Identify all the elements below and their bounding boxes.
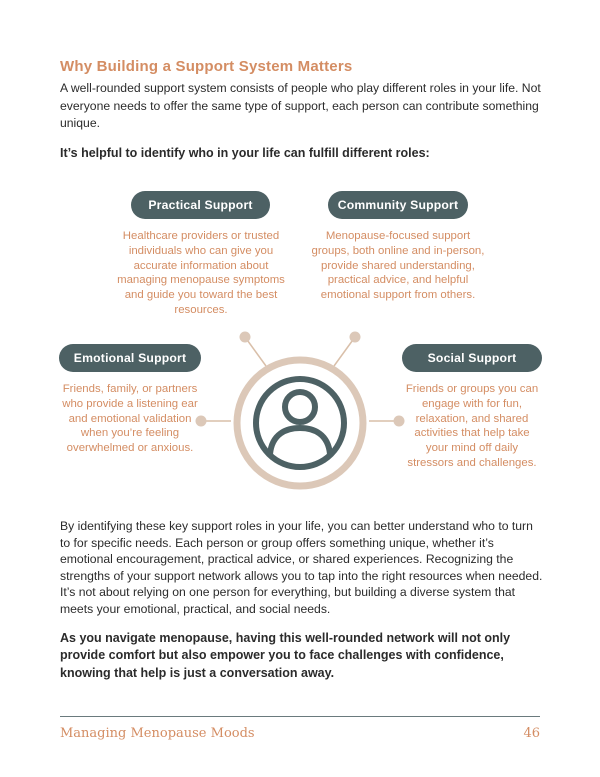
footer-title: Managing Menopause Moods xyxy=(60,726,255,741)
practical-support-description: Healthcare providers or trusted individuals who can give you accurate information about managing menopause symptoms and guide you toward the best resources. xyxy=(117,230,285,316)
social-support-pill: Social Support xyxy=(402,344,542,372)
community-support-pill: Community Support xyxy=(328,191,468,219)
closing-statement: As you navigate menopause, having this well-rounded network will not only provide comfort but also empower you to face challenges with confidence, knowing that help is just a conversation away. xyxy=(60,631,511,680)
section-title: Why Building a Support System Matters xyxy=(60,58,353,75)
practical-support-pill: Practical Support xyxy=(131,191,270,219)
person-icon xyxy=(256,379,344,467)
intro-paragraph: A well-rounded support system consists of people who play different roles in your life. Not everyone needs to offer the same type of support, each person can contribute something unique. xyxy=(60,81,541,130)
community-dot xyxy=(350,332,361,343)
emotional-support-description: Friends, family, or partners who provide a listening ear and emotional validation when you’re feeling overwhelmed or anxious. xyxy=(62,383,198,455)
social-support-description: Friends or groups you can engage with for fun, relaxation, and shared activities that help take your mind off daily stressors and challenges. xyxy=(405,383,539,469)
body-paragraph: By identifying these key support roles in your life, you can better understand who to turn to for specific needs. Each person or group offers something unique, whether it’s emotional encouragement, practical advice, or shared experiences. Recognizing the strengths of your support network allows you to tap into the right resources when needed. It’s not about relying on one person for everything, but building a diverse system that meets your emotional, practical, and social needs. xyxy=(60,519,543,616)
roles-prompt: It’s helpful to identify who in your life can fulfill different roles: xyxy=(60,146,430,160)
page-number: 46 xyxy=(523,726,540,741)
practical-dot xyxy=(240,332,251,343)
emotional-support-pill: Emotional Support xyxy=(59,344,201,372)
footer-divider xyxy=(60,716,540,717)
community-support-description: Menopause-focused support groups, both online and in-person, provide shared understanding, practical advice, and helpful emotional support from others. xyxy=(311,230,485,302)
